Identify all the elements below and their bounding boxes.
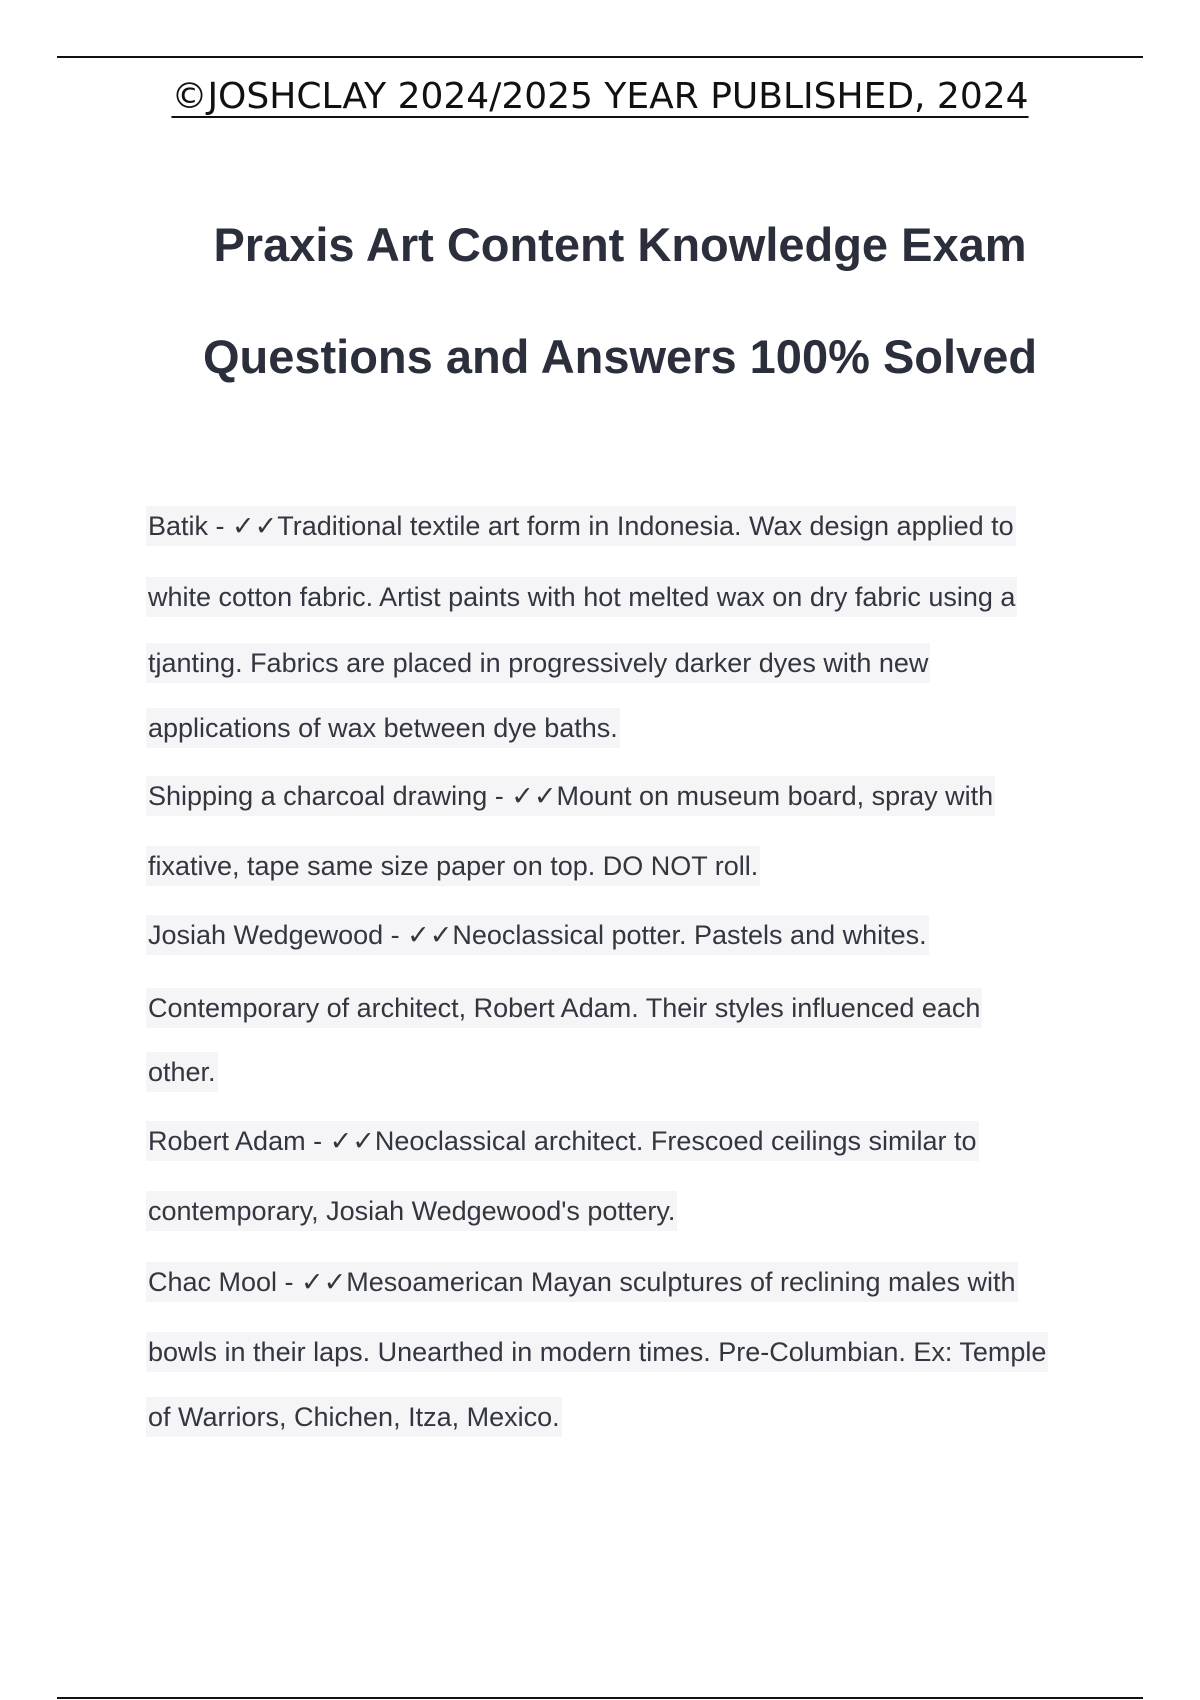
qa-line: applications of wax between dye baths.: [146, 708, 620, 748]
header-rule: [57, 56, 1143, 58]
footer-rule: [57, 1697, 1143, 1699]
qa-line: bowls in their laps. Unearthed in modern times. Pre-Columbian. Ex: Temple: [146, 1332, 1048, 1372]
copyright-header: [0, 76, 1200, 117]
qa-line: Robert Adam - ✓✓Neoclassical architect. Frescoed ceilings similar to: [146, 1121, 979, 1161]
qa-line: other.: [146, 1052, 218, 1092]
qa-line: Chac Mool - ✓✓Mesoamerican Mayan sculptures of reclining males with: [146, 1262, 1018, 1302]
qa-line: tjanting. Fabrics are placed in progressively darker dyes with new: [146, 643, 930, 683]
qa-line: of Warriors, Chichen, Itza, Mexico.: [146, 1397, 562, 1437]
qa-line: Josiah Wedgewood - ✓✓Neoclassical potter. Pastels and whites.: [146, 915, 929, 955]
document-title-line-2: Questions and Answers 100% Solved: [202, 330, 1038, 383]
qa-line: contemporary, Josiah Wedgewood's pottery.: [146, 1191, 677, 1231]
document-title-line-1: Praxis Art Content Knowledge Exam: [213, 218, 1027, 271]
qa-line: Contemporary of architect, Robert Adam. Their styles influenced each: [146, 988, 982, 1028]
qa-line: white cotton fabric. Artist paints with hot melted wax on dry fabric using a: [146, 577, 1017, 617]
copyright-text: ©JOSHCLAY 2024/2025 YEAR PUBLISHED, 2024: [171, 76, 1029, 117]
qa-line: Batik - ✓✓Traditional textile art form in Indonesia. Wax design applied to: [146, 506, 1016, 546]
qa-line: fixative, tape same size paper on top. DO NOT roll.: [146, 846, 760, 886]
qa-line: Shipping a charcoal drawing - ✓✓Mount on museum board, spray with: [146, 776, 995, 816]
